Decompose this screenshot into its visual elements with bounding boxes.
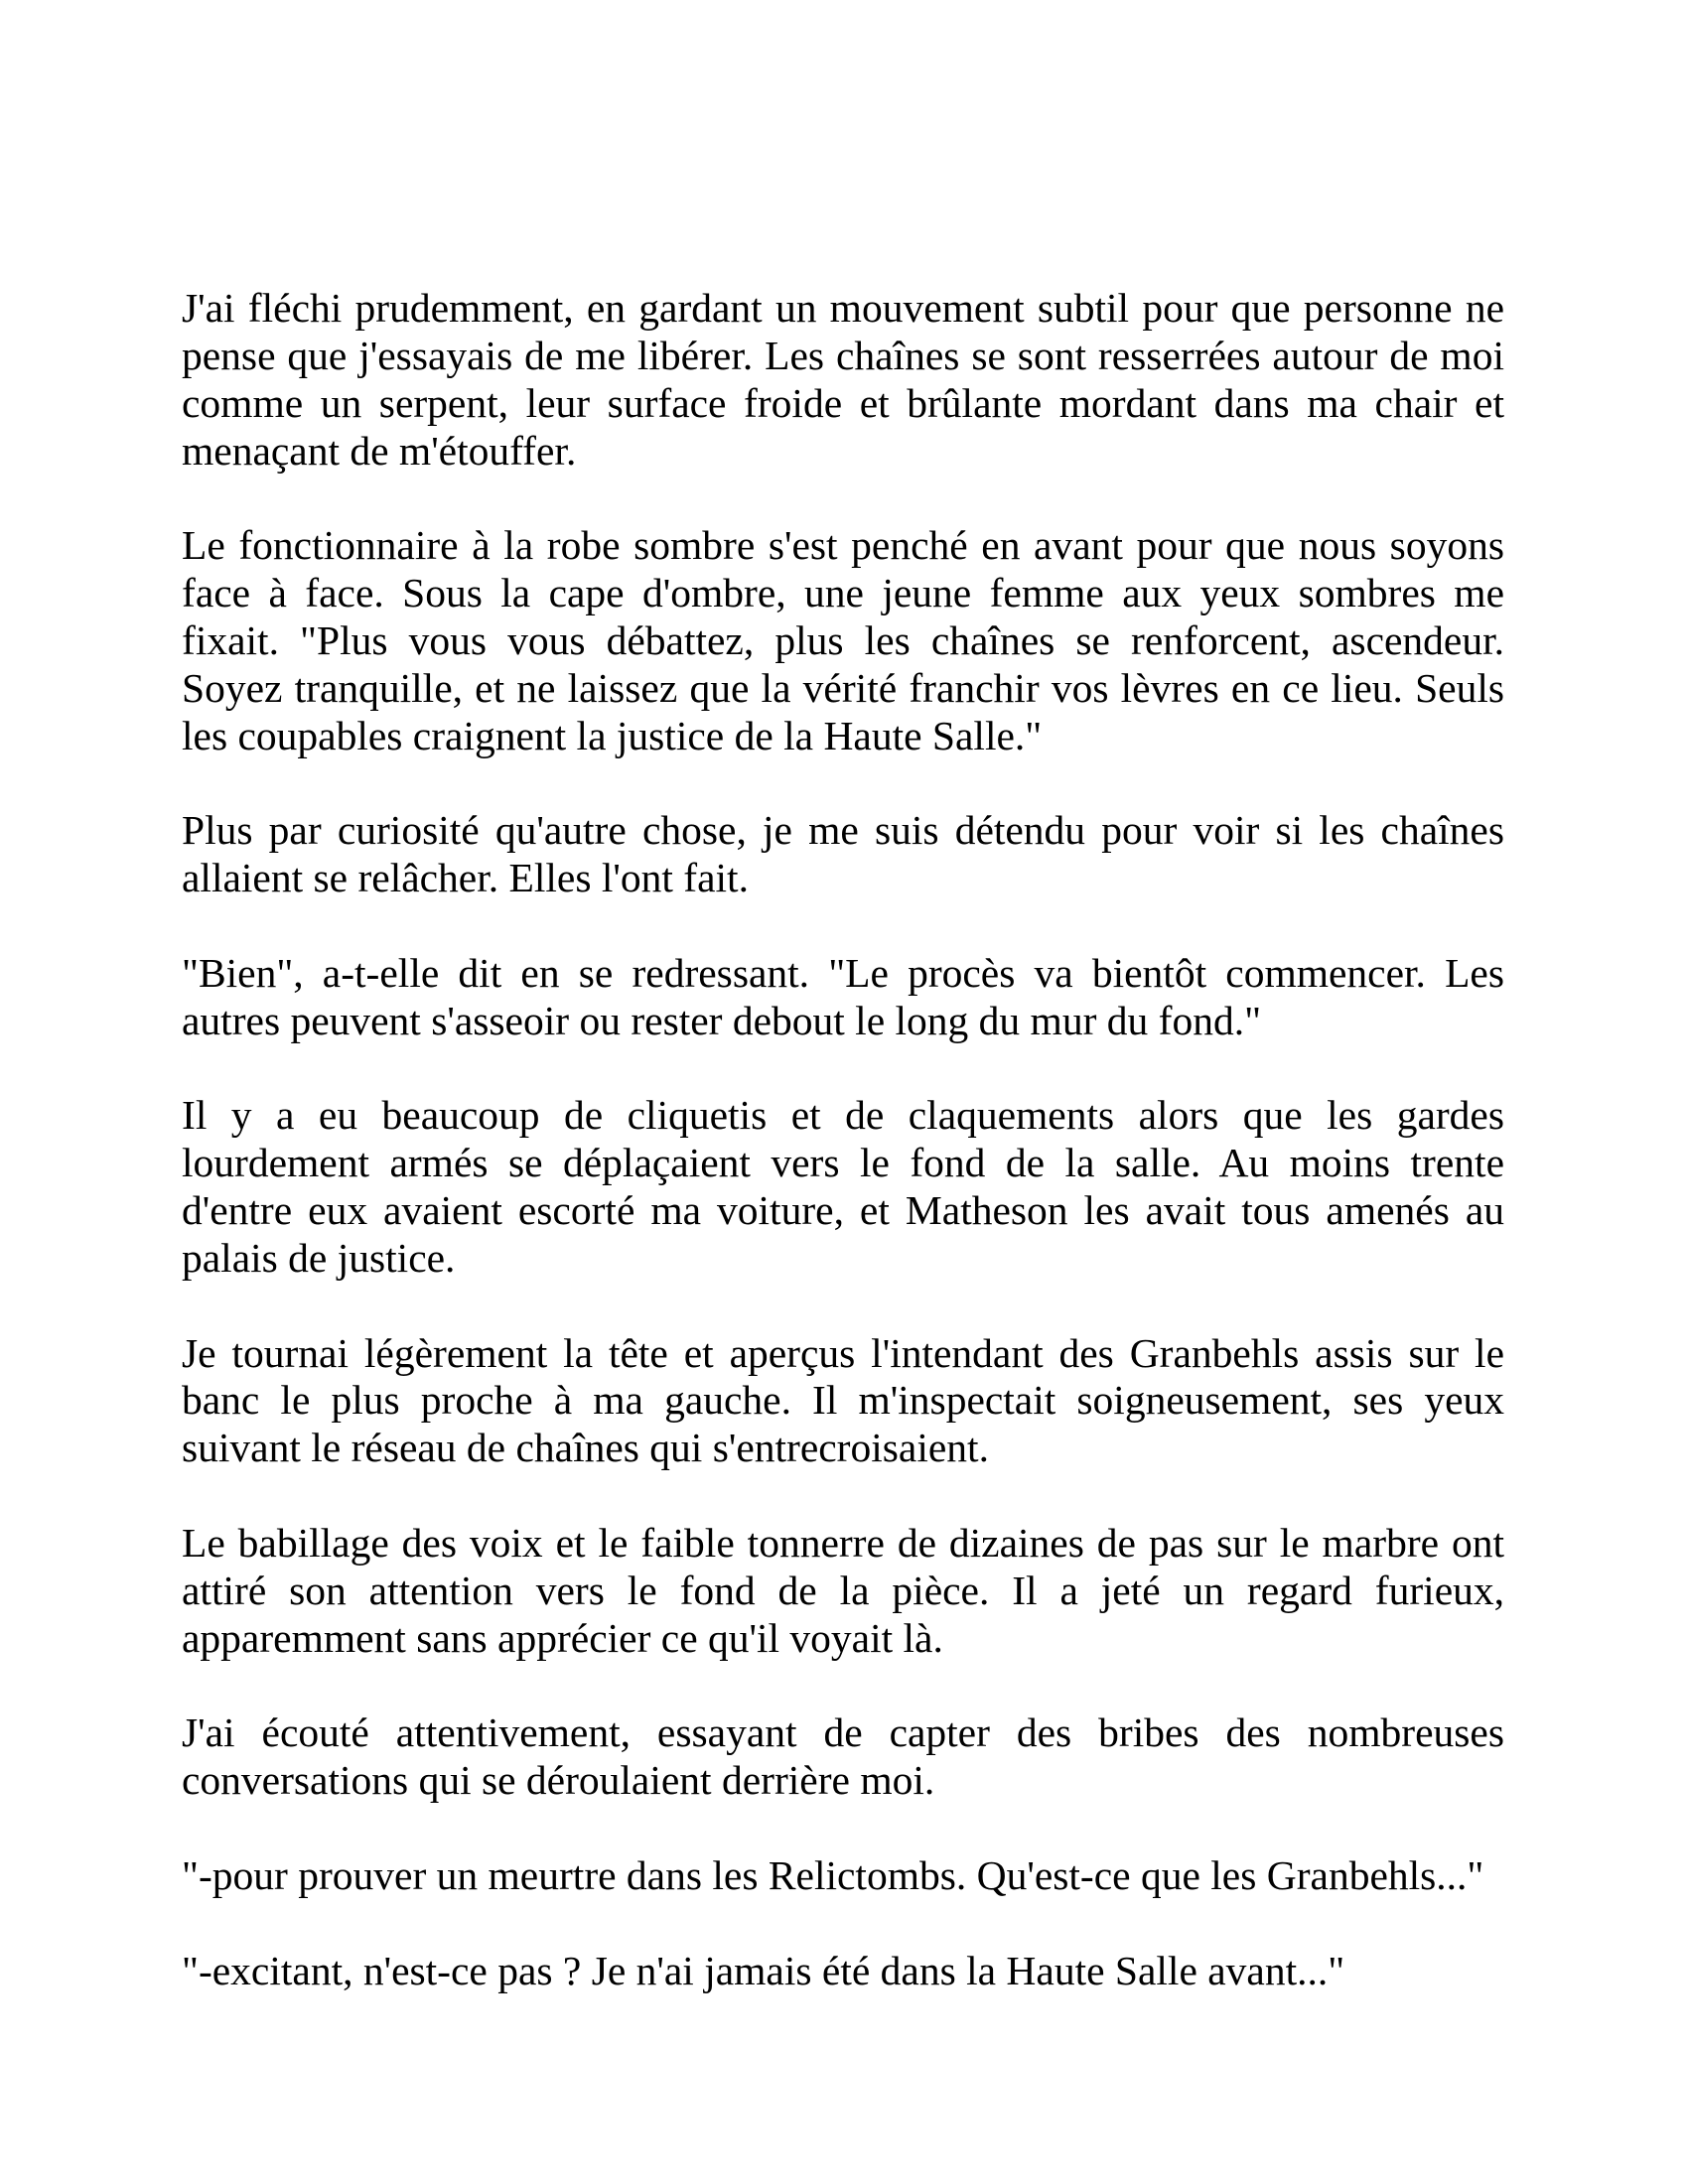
text-line: "-excitant, n'est-ce pas ? Je n'ai jamais été dans la Haute Salle avant..." — [182, 1947, 1345, 1993]
text-line: fixait. "Plus vous vous débattez, plus les chaînes se renforcent, ascendeur. — [182, 616, 1504, 663]
text-line: Je tournai légèrement la tête et aperçus l'intendant des Granbehls assis sur le — [182, 1329, 1504, 1376]
text-line: palais de justice. — [182, 1234, 456, 1281]
text-line: autres peuvent s'asseoir ou rester debout le long du mur du fond." — [182, 997, 1262, 1043]
text-line: Le fonctionnaire à la robe sombre s'est penché en avant pour que nous soyons — [182, 522, 1504, 569]
paragraph-3 — [182, 807, 1504, 902]
text-line: lourdement armés se déplaçaient vers le fond de la salle. Au moins trente — [182, 1140, 1504, 1186]
text-line: banc le plus proche à ma gauche. Il m'inspectait soigneusement, ses yeux — [182, 1377, 1504, 1424]
text-line: allaient se relâcher. Elles l'ont fait. — [182, 855, 749, 901]
paragraph-5 — [182, 1092, 1504, 1282]
text-line: J'ai écouté attentivement, essayant de capter des bribes des nombreuses — [182, 1709, 1504, 1756]
paragraph-2 — [182, 522, 1504, 759]
text-line: "-pour prouver un meurtre dans les Relictombs. Qu'est-ce que les Granbehls..." — [182, 1851, 1484, 1898]
text-line: d'entre eux avaient escorté ma voiture, et Matheson les avait tous amenés au — [182, 1187, 1504, 1234]
paragraph-6 — [182, 1330, 1504, 1473]
paragraph-10 — [182, 1948, 1504, 1995]
paragraph-4 — [182, 950, 1504, 1045]
text-line: attiré son attention vers le fond de la pièce. Il a jeté un regard furieux, — [182, 1567, 1504, 1613]
text-line: "Bien", a-t-elle dit en se redressant. "Le procès va bientôt commencer. Les — [182, 949, 1504, 996]
text-line: menaçant de m'étouffer. — [182, 427, 577, 474]
text-line: pense que j'essayais de me libérer. Les chaînes se sont resserrées autour de moi — [182, 332, 1504, 378]
text-line: Le babillage des voix et le faible tonnerre de dizaines de pas sur le marbre ont — [182, 1519, 1504, 1566]
text-line: apparemment sans apprécier ce qu'il voyait là. — [182, 1614, 943, 1661]
paragraph-1 — [182, 285, 1504, 475]
text-line: les coupables craignent la justice de la Haute Salle." — [182, 712, 1043, 758]
text-line: conversations qui se déroulaient derrière moi. — [182, 1757, 935, 1804]
paragraph-8 — [182, 1709, 1504, 1805]
paragraph-7 — [182, 1520, 1504, 1663]
paragraph-9 — [182, 1852, 1504, 1900]
document-body — [182, 285, 1504, 2042]
text-line: Il y a eu beaucoup de cliquetis et de claquements alors que les gardes — [182, 1092, 1504, 1139]
text-line: face à face. Sous la cape d'ombre, une jeune femme aux yeux sombres me — [182, 570, 1504, 616]
text-line: Soyez tranquille, et ne laissez que la vérité franchir vos lèvres en ce lieu. Seuls — [182, 664, 1504, 711]
text-line: suivant le réseau de chaînes qui s'entrecroisaient. — [182, 1425, 989, 1471]
text-line: J'ai fléchi prudemment, en gardant un mouvement subtil pour que personne ne — [182, 285, 1504, 331]
text-line: comme un serpent, leur surface froide et brûlante mordant dans ma chair et — [182, 379, 1504, 426]
text-line: Plus par curiosité qu'autre chose, je me suis détendu pour voir si les chaînes — [182, 807, 1504, 854]
